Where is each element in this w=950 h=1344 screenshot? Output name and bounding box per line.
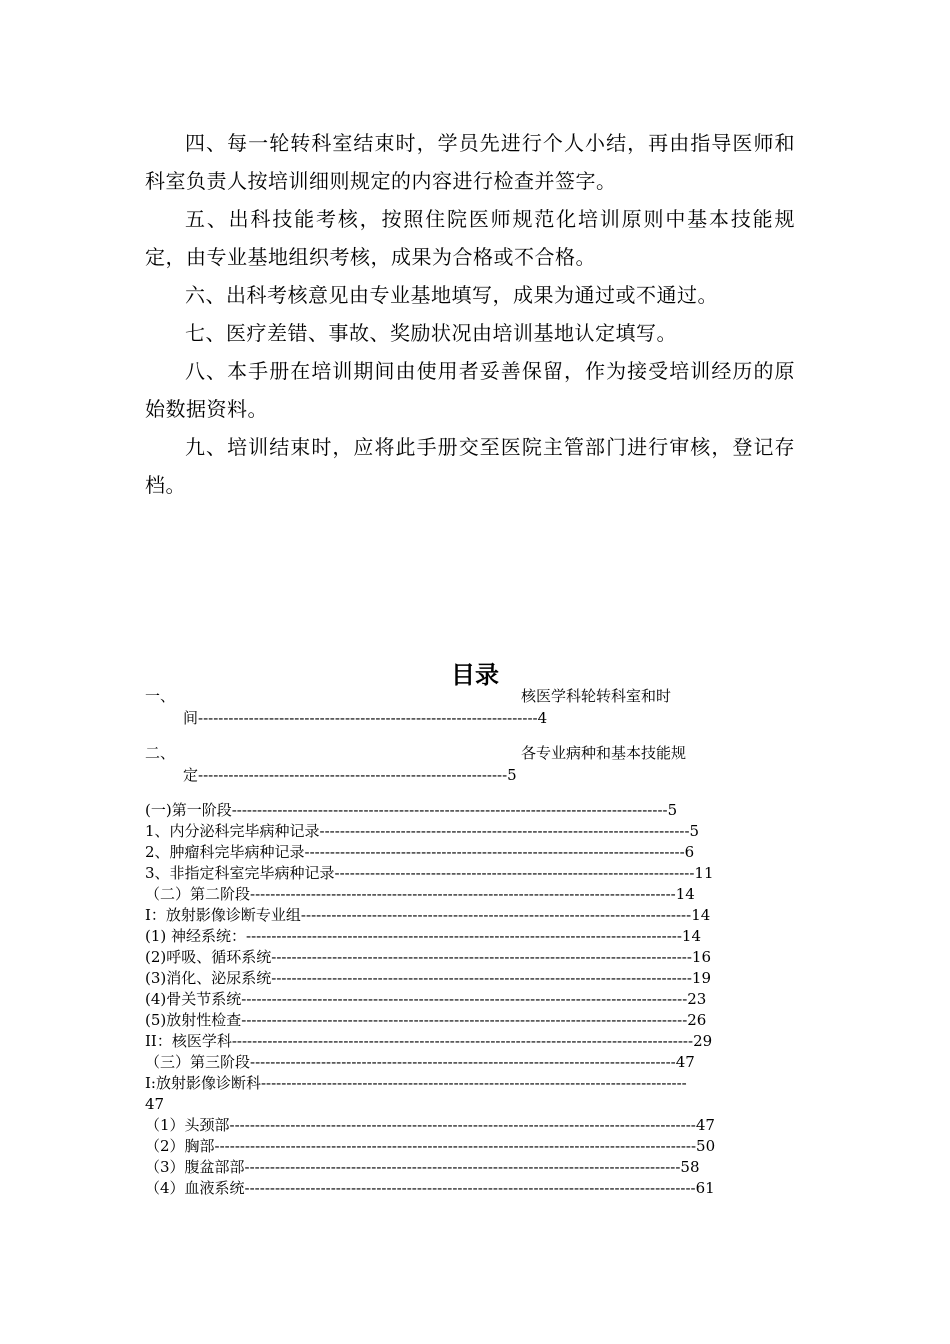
instructions-section xyxy=(145,124,795,504)
toc-line: （4）血液系统-----------------------------------------------------------------------------------------61 xyxy=(145,1179,715,1197)
toc-line: I：放射影像诊断专业组-----------------------------------------------------------------------------14 xyxy=(145,906,711,924)
toc-line: (一)第一阶段--------------------------------------------------------------------------------------5 xyxy=(145,801,678,819)
toc-line: (5)放射性检查----------------------------------------------------------------------------------------26 xyxy=(145,1011,707,1029)
paragraph: 五、出科技能考核，按照住院医师规范化培训原则中基本技能规定，由专业基地组织考核，成果为合格或不合格。 xyxy=(145,207,795,269)
toc-line: (4)骨关节系统----------------------------------------------------------------------------------------23 xyxy=(145,990,707,1008)
toc-line: (2)呼吸、循环系统-----------------------------------------------------------------------------------16 xyxy=(145,948,712,966)
toc-line: (1) 神经系统：--------------------------------------------------------------------------------------14 xyxy=(145,927,701,945)
toc-line: (3)消化、泌尿系统-----------------------------------------------------------------------------------19 xyxy=(145,969,712,987)
toc-entry-heading: 核医学科轮转科室和时 xyxy=(521,687,672,705)
toc-line: （三）第三阶段------------------------------------------------------------------------------------47 xyxy=(145,1053,695,1071)
toc-line: I:放射影像诊断科------------------------------------------------------------------------------------ xyxy=(145,1074,687,1092)
toc-list xyxy=(145,800,805,1199)
toc-line: II：核医学科-------------------------------------------------------------------------------------------29 xyxy=(145,1032,713,1050)
paragraph: 九、培训结束时，应将此手册交至医院主管部门进行审核，登记存档。 xyxy=(145,435,795,497)
toc-line: （3）腹盆部部--------------------------------------------------------------------------------------58 xyxy=(145,1158,700,1176)
toc-line: （二）第二阶段------------------------------------------------------------------------------------14 xyxy=(145,885,695,903)
toc-entry-leader: 定-------------------------------------------------------------5 xyxy=(183,766,517,784)
toc-title: 目录 xyxy=(451,661,499,689)
toc-entry-leader: 间-------------------------------------------------------------------4 xyxy=(183,709,548,727)
paragraph: 八、本手册在培训期间由使用者妥善保留，作为接受培训经历的原始数据资料。 xyxy=(145,359,795,421)
toc-line: 47 xyxy=(145,1095,165,1113)
paragraph: 六、出科考核意见由专业基地填写，成果为通过或不通过。 xyxy=(185,283,718,307)
toc-entry-heading: 各专业病种和基本技能规 xyxy=(521,744,687,762)
paragraph: 四、每一轮转科室结束时，学员先进行个人小结，再由指导医师和科室负责人按培训细则规定的内容进行检查并签字。 xyxy=(145,131,795,193)
toc-line: 2、肿瘤科完毕病种记录---------------------------------------------------------------------------6 xyxy=(145,843,695,861)
toc-entry-number: 二、 xyxy=(145,744,176,762)
toc-line: 1、内分泌科完毕病种记录-------------------------------------------------------------------------5 xyxy=(145,822,700,840)
toc-entry-number: 一、 xyxy=(145,687,176,705)
toc-line: 3、非指定科室完毕病种记录-----------------------------------------------------------------------11 xyxy=(145,864,714,882)
toc-line: （1）头颈部--------------------------------------------------------------------------------------------47 xyxy=(145,1116,715,1134)
toc-line: （2）胸部-----------------------------------------------------------------------------------------------50 xyxy=(145,1137,716,1155)
paragraph: 七、医疗差错、事故、奖励状况由培训基地认定填写。 xyxy=(185,321,677,345)
